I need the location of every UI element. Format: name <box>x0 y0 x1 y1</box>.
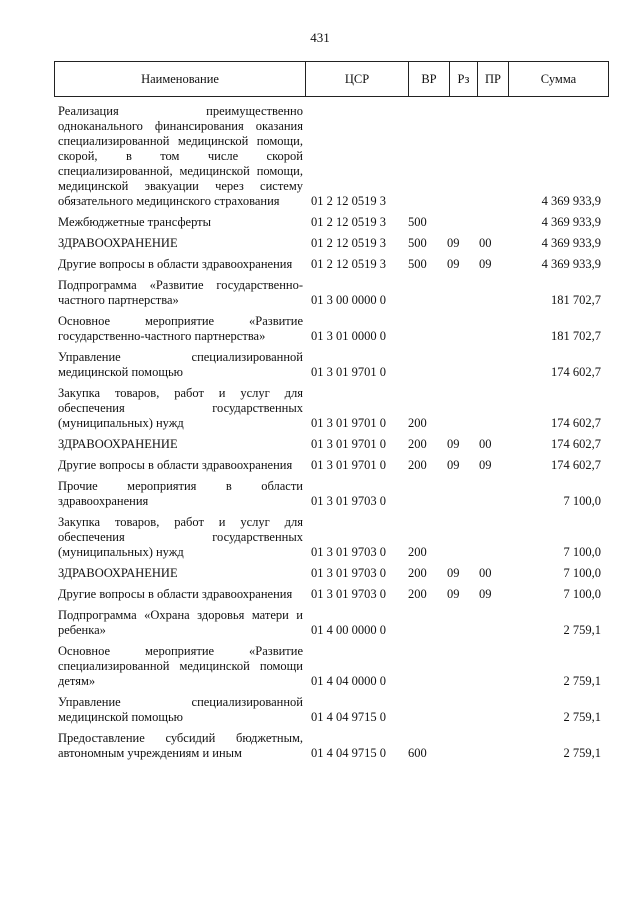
table-body <box>54 104 609 767</box>
row-name: Основное мероприятие «Развитие специализированной медицинской помощи детям» <box>58 644 303 688</box>
page-number: 431 <box>310 30 330 45</box>
row-pr: 00 <box>479 437 492 451</box>
row-vr: 200 <box>408 416 427 430</box>
row-sum: 2 759,1 <box>563 674 601 688</box>
table-row <box>54 695 609 725</box>
row-csr: 01 3 01 9703 0 <box>311 566 386 580</box>
row-rz: 09 <box>447 236 460 250</box>
row-vr: 200 <box>408 587 427 601</box>
row-sum: 2 759,1 <box>563 746 601 760</box>
table-row <box>54 731 609 761</box>
row-sum: 7 100,0 <box>563 566 601 580</box>
row-name: Другие вопросы в области здравоохранения <box>58 458 293 472</box>
row-csr: 01 2 12 0519 3 <box>311 236 386 250</box>
row-name: Основное мероприятие «Развитие государственно-частного партнерства» <box>58 314 303 343</box>
row-csr: 01 3 01 9701 0 <box>311 458 386 472</box>
header-csr: ЦСР <box>306 62 409 96</box>
row-name: Другие вопросы в области здравоохранения <box>58 257 293 271</box>
row-rz: 09 <box>447 437 460 451</box>
row-vr: 500 <box>408 257 427 271</box>
row-pr: 00 <box>479 566 492 580</box>
row-csr: 01 3 01 9701 0 <box>311 437 386 451</box>
row-sum: 181 702,7 <box>551 293 601 307</box>
row-csr: 01 2 12 0519 3 <box>311 215 386 229</box>
row-vr: 200 <box>408 566 427 580</box>
table-row <box>54 566 609 581</box>
table-row <box>54 587 609 602</box>
row-sum: 174 602,7 <box>551 365 601 379</box>
table-row <box>54 386 609 431</box>
row-sum: 2 759,1 <box>563 623 601 637</box>
row-csr: 01 3 01 9703 0 <box>311 545 386 559</box>
row-vr: 600 <box>408 746 427 760</box>
row-vr: 500 <box>408 236 427 250</box>
row-name: Прочие мероприятия в области здравоохранения <box>58 479 303 508</box>
table-row <box>54 458 609 473</box>
row-csr: 01 3 01 9701 0 <box>311 416 386 430</box>
row-name: Другие вопросы в области здравоохранения <box>58 587 293 601</box>
row-name: Управление специализированной медицинской помощью <box>58 350 303 379</box>
row-pr: 09 <box>479 458 492 472</box>
row-csr: 01 3 00 0000 0 <box>311 293 386 307</box>
row-sum: 4 369 933,9 <box>541 215 601 229</box>
header-rz: Рз <box>450 62 478 96</box>
row-csr: 01 4 04 9715 0 <box>311 710 386 724</box>
row-sum: 174 602,7 <box>551 437 601 451</box>
row-sum: 4 369 933,9 <box>541 236 601 250</box>
row-pr: 09 <box>479 587 492 601</box>
header-sum: Сумма <box>540 71 577 86</box>
row-sum: 174 602,7 <box>551 416 601 430</box>
row-sum: 4 369 933,9 <box>541 194 601 208</box>
row-sum: 7 100,0 <box>563 545 601 559</box>
table-row <box>54 215 609 230</box>
table-row <box>54 608 609 638</box>
row-vr: 200 <box>408 458 427 472</box>
row-pr: 00 <box>479 236 492 250</box>
row-csr: 01 4 04 0000 0 <box>311 674 386 688</box>
header-vr: ВР <box>409 62 450 96</box>
row-csr: 01 2 12 0519 3 <box>311 194 386 208</box>
row-pr: 09 <box>479 257 492 271</box>
row-csr: 01 3 01 9703 0 <box>311 494 386 508</box>
table-row <box>54 257 609 272</box>
row-sum: 2 759,1 <box>563 710 601 724</box>
row-rz: 09 <box>447 257 460 271</box>
row-name: Закупка товаров, работ и услуг для обеспечения государственных (муниципальных) нужд <box>58 515 303 559</box>
row-name: Реализация преимущественно одноканального финансирования оказания специализированной медицинской помощи, скорой, в том числе скорой специализированной, медицинской помощи, медицинской эвакуации через систему обязательного медицинского страхования <box>58 104 303 208</box>
row-name: Закупка товаров, работ и услуг для обеспечения государственных (муниципальных) нужд <box>58 386 303 430</box>
row-sum: 181 702,7 <box>551 329 601 343</box>
row-name: ЗДРАВООХРАНЕНИЕ <box>58 566 178 580</box>
header-name: Наименование <box>55 62 306 96</box>
row-sum: 174 602,7 <box>551 458 601 472</box>
table-row <box>54 278 609 308</box>
row-name: Предоставление субсидий бюджетным, автономным учреждениям и иным <box>58 731 303 760</box>
row-csr: 01 3 01 0000 0 <box>311 329 386 343</box>
table-row <box>54 350 609 380</box>
table-row <box>54 437 609 452</box>
row-csr: 01 4 00 0000 0 <box>311 623 386 637</box>
row-csr: 01 4 04 9715 0 <box>311 746 386 760</box>
row-name: Межбюджетные трансферты <box>58 215 212 229</box>
row-sum: 4 369 933,9 <box>541 257 601 271</box>
row-csr: 01 3 01 9701 0 <box>311 365 386 379</box>
row-csr: 01 3 01 9703 0 <box>311 587 386 601</box>
row-sum: 7 100,0 <box>563 494 601 508</box>
row-rz: 09 <box>447 587 460 601</box>
row-name: Подпрограмма «Охрана здоровья матери и ребенка» <box>58 608 303 637</box>
row-name: Управление специализированной медицинской помощью <box>58 695 303 724</box>
table-row <box>54 314 609 344</box>
row-rz: 09 <box>447 458 460 472</box>
table-row <box>54 515 609 560</box>
row-vr: 200 <box>408 437 427 451</box>
row-name: Подпрограмма «Развитие государственно-частного партнерства» <box>58 278 303 307</box>
row-vr: 200 <box>408 545 427 559</box>
row-csr: 01 2 12 0519 3 <box>311 257 386 271</box>
table-header <box>54 61 609 97</box>
row-name: ЗДРАВООХРАНЕНИЕ <box>58 236 178 250</box>
row-rz: 09 <box>447 566 460 580</box>
header-pr: ПР <box>478 62 509 96</box>
table-row <box>54 479 609 509</box>
table-row <box>54 644 609 689</box>
table-row <box>54 236 609 251</box>
row-vr: 500 <box>408 215 427 229</box>
row-sum: 7 100,0 <box>563 587 601 601</box>
table-row <box>54 104 609 209</box>
row-name: ЗДРАВООХРАНЕНИЕ <box>58 437 178 451</box>
